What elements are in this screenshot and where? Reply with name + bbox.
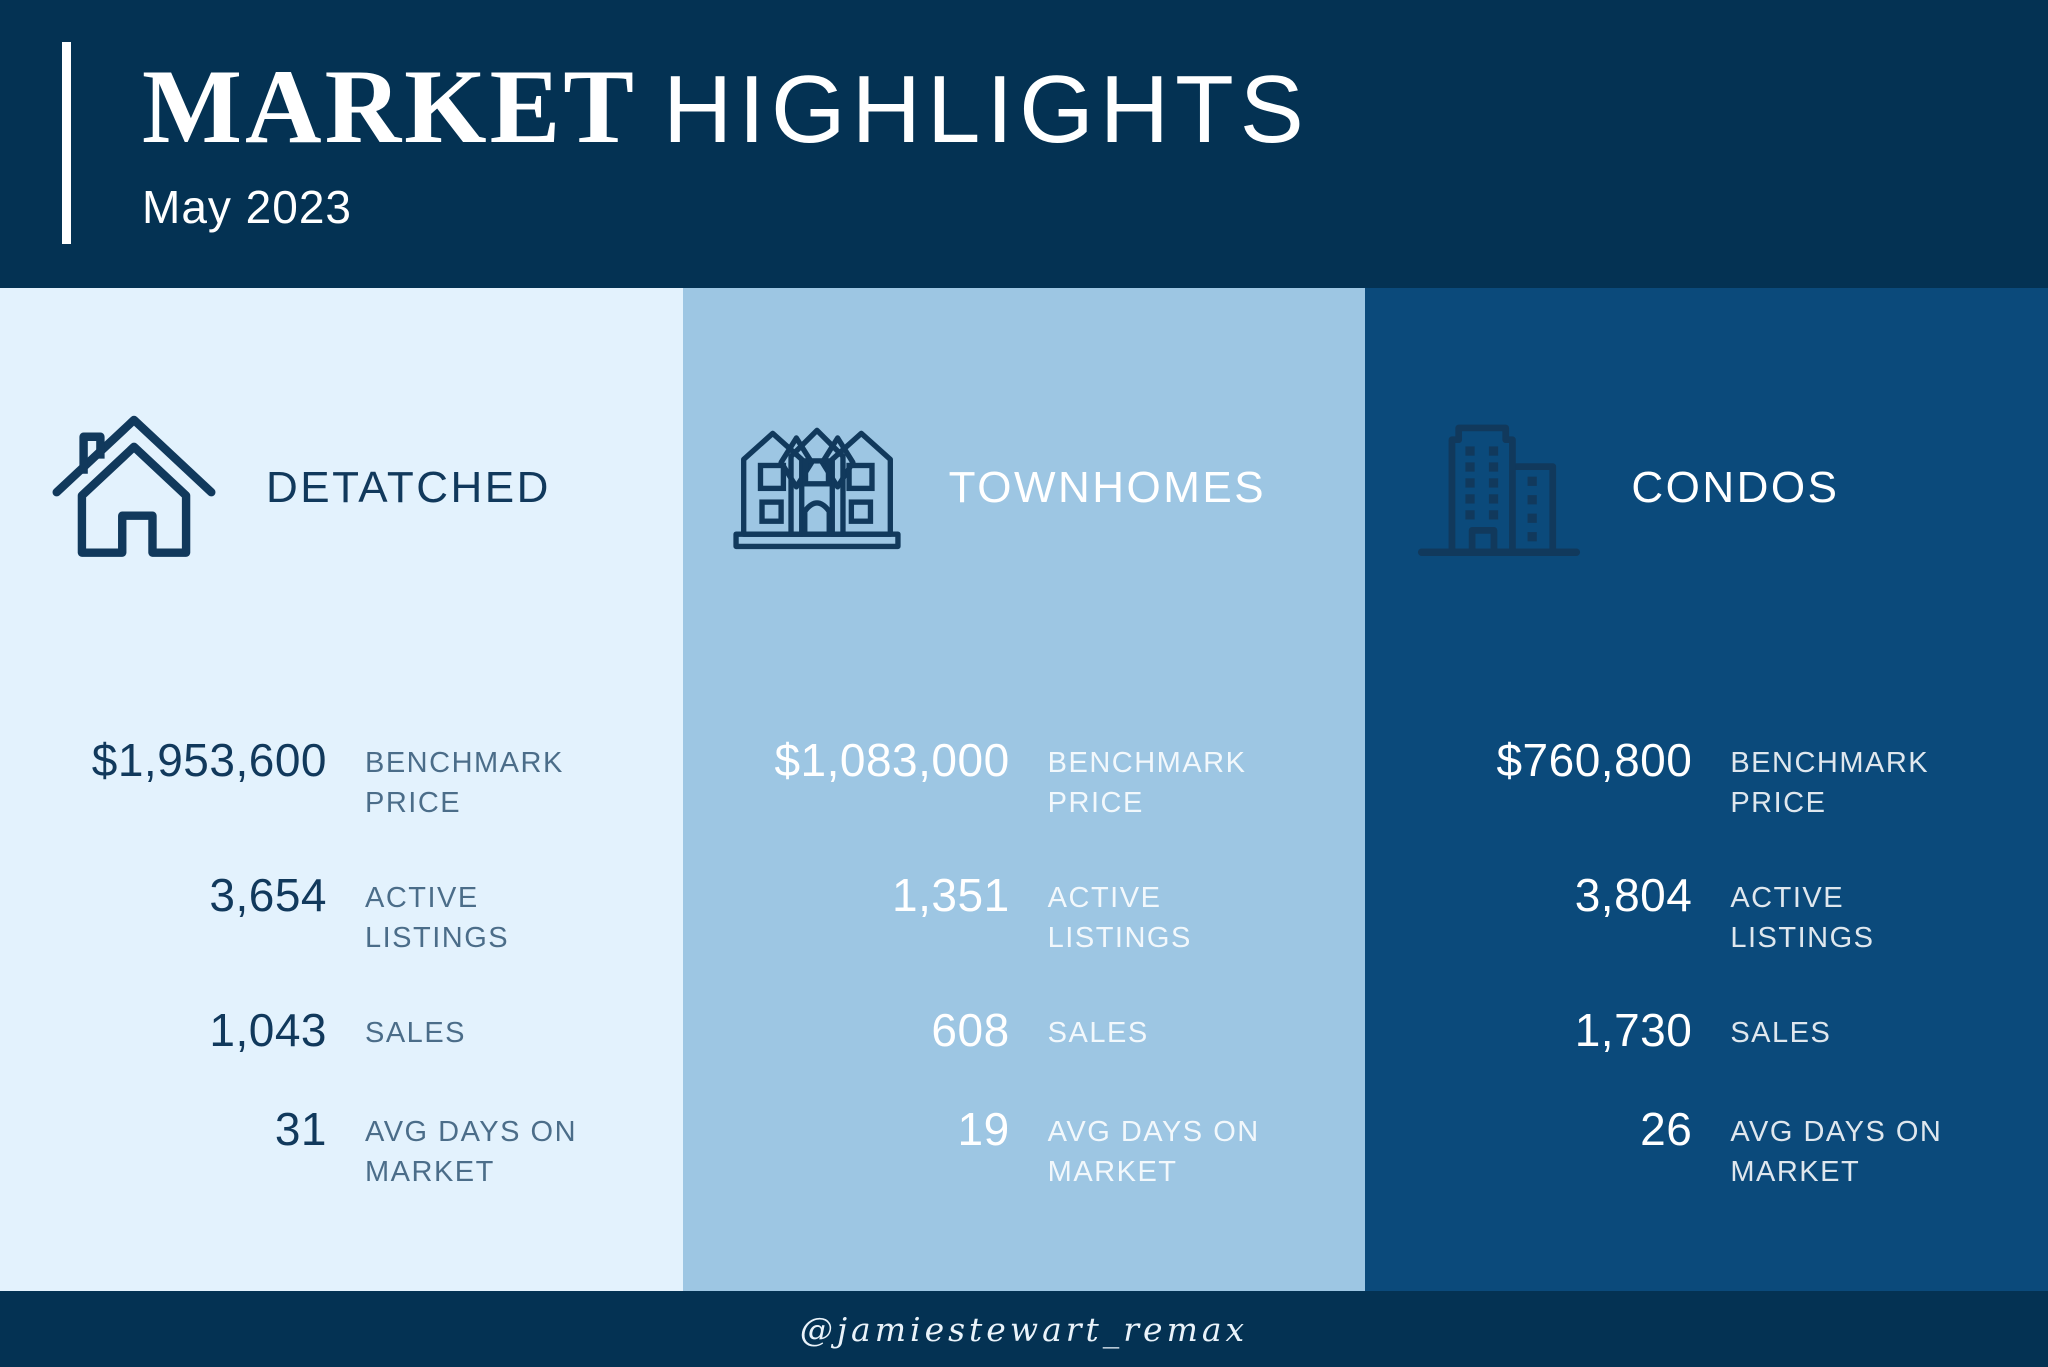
stat-label: ACTIVE LISTINGS	[365, 882, 510, 955]
header-accent-bar	[62, 42, 71, 244]
stat-sales	[738, 1004, 1346, 1057]
house-icon	[50, 408, 218, 568]
stat-avg-days	[1420, 1103, 2028, 1192]
stat-label: SALES	[1730, 1017, 1832, 1050]
stat-value: 3,804	[1574, 869, 1693, 922]
footer-bar	[0, 1291, 2048, 1367]
panel-condos	[1365, 288, 2048, 1291]
stat-label: SALES	[1047, 1017, 1149, 1050]
stat-sales	[55, 1004, 663, 1057]
stat-value: 1,351	[892, 869, 1010, 922]
stat-label: SALES	[365, 1017, 466, 1050]
panel-title: DETATCHED	[266, 463, 551, 512]
stat-label: AVG DAYS ON MARKET	[365, 1115, 578, 1188]
stat-benchmark-price	[1420, 734, 2028, 823]
stat-value: 26	[1640, 1102, 1693, 1155]
social-handle: @jamiestewart_remax	[799, 1309, 1249, 1349]
stat-label: BENCHMARK PRICE	[365, 747, 564, 820]
townhomes-icon	[733, 408, 901, 568]
stat-value: 608	[931, 1004, 1010, 1057]
stat-value: 1,730	[1574, 1004, 1693, 1057]
panel-townhomes	[683, 288, 1366, 1291]
header-banner	[0, 0, 2048, 288]
panel-title: CONDOS	[1631, 463, 1840, 512]
stat-value: $1,083,000	[774, 734, 1010, 786]
stat-label: BENCHMARK PRICE	[1047, 747, 1247, 820]
page-title	[142, 48, 2048, 165]
stat-value: 31	[274, 1102, 327, 1155]
panel-title: TOWNHOMES	[948, 463, 1267, 512]
panel-condos-stats	[1365, 734, 2048, 1192]
stat-benchmark-price	[55, 734, 663, 823]
stat-active-listings	[55, 869, 663, 958]
panel-detached	[0, 288, 683, 1291]
report-month: May 2023	[142, 181, 353, 233]
stat-sales	[1420, 1004, 2028, 1057]
condos-icon	[1415, 408, 1583, 568]
stat-value: 1,043	[209, 1004, 327, 1057]
stat-avg-days	[738, 1103, 1346, 1192]
stat-avg-days	[55, 1103, 663, 1192]
stat-active-listings	[1420, 869, 2028, 958]
stat-label: AVG DAYS ON MARKET	[1730, 1115, 1943, 1188]
stat-label: ACTIVE LISTINGS	[1047, 882, 1192, 955]
panel-detached-stats	[0, 734, 683, 1192]
panel-detached-header	[0, 408, 683, 568]
stat-value: 3,654	[209, 869, 327, 922]
stat-active-listings	[738, 869, 1346, 958]
panels-container	[0, 288, 2048, 1291]
panel-townhomes-stats	[683, 734, 1366, 1192]
stat-benchmark-price	[738, 734, 1346, 823]
panel-townhomes-header	[683, 408, 1366, 568]
stat-label: AVG DAYS ON MARKET	[1047, 1115, 1260, 1188]
stat-value: $760,800	[1496, 734, 1693, 786]
title-market: MARKET	[142, 48, 637, 165]
panel-condos-header	[1365, 408, 2048, 568]
stat-value: $1,953,600	[91, 734, 327, 786]
stat-value: 19	[957, 1102, 1010, 1155]
stat-label: ACTIVE LISTINGS	[1730, 882, 1875, 955]
stat-label: BENCHMARK PRICE	[1730, 747, 1930, 820]
title-highlights: HIGHLIGHTS	[663, 56, 1310, 163]
